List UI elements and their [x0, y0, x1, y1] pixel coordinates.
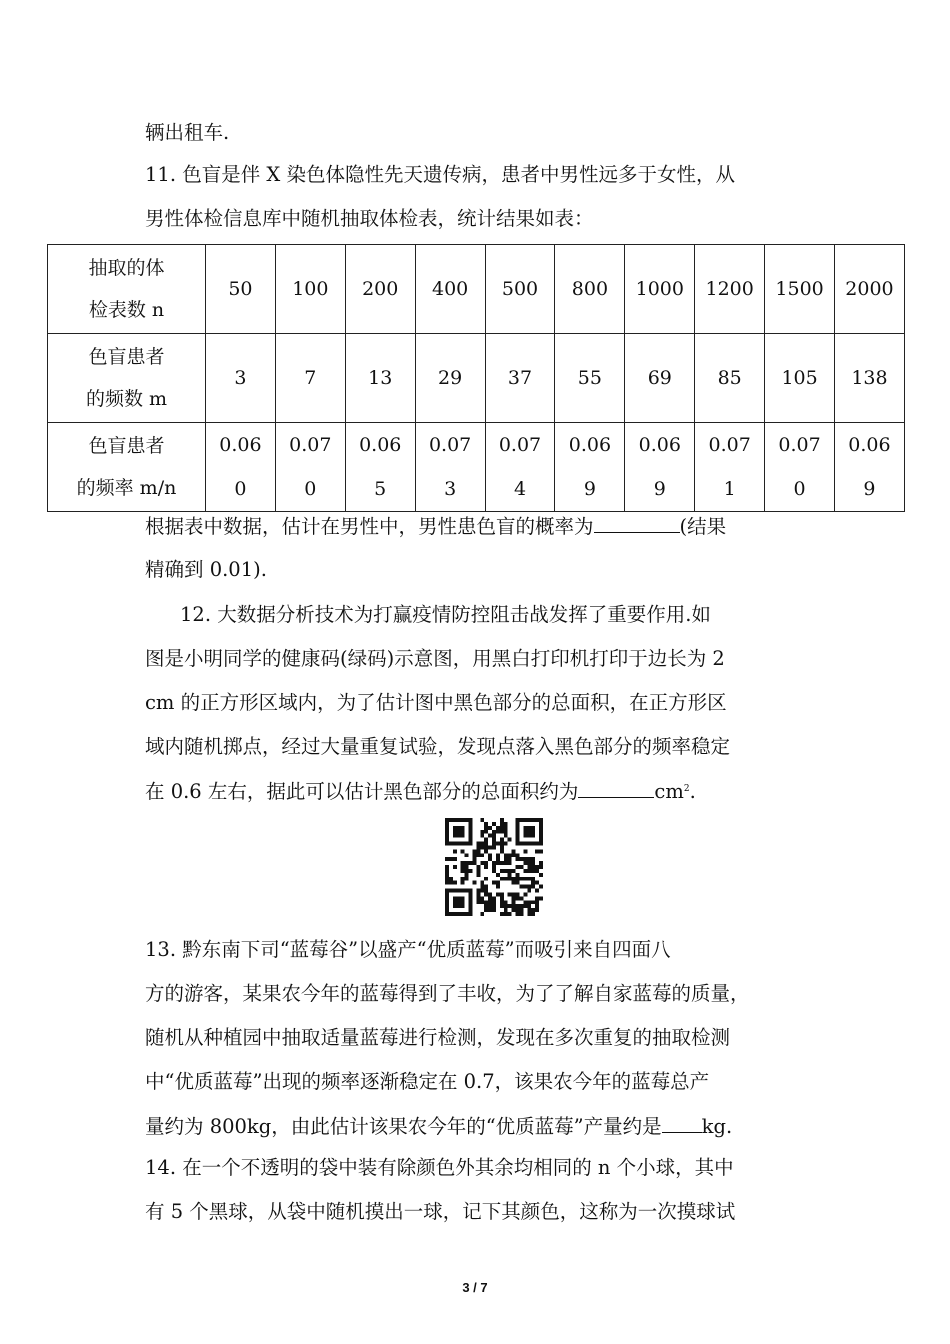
- table-cell: [206, 423, 276, 512]
- question-12-line: 在 0.6 左右，据此可以估计黑色部分的总面积约为 $cm^2$.: [145, 777, 805, 806]
- table-cell: [345, 334, 415, 423]
- question-12-line: 图是小明同学的健康码(绿码)示意图，用黑白打印机打印于边长为 2: [145, 647, 725, 670]
- table-cell: [415, 423, 485, 512]
- table-cell: [485, 245, 555, 334]
- question-13-line: 随机从种植园中抽取适量蓝莓进行检测，发现在多次重复的抽取检测: [145, 1026, 731, 1049]
- row-header-line: 检表数 n: [88, 299, 165, 321]
- row-header-line: 色盲患者: [88, 435, 165, 457]
- cell-value-wrap: 9: [583, 478, 596, 500]
- cell-value: 55: [577, 367, 602, 389]
- row-header: [48, 423, 206, 512]
- table-cell: [555, 334, 625, 423]
- answer-blank: [578, 777, 654, 798]
- cell-value-wrap: 1: [723, 478, 736, 500]
- cell-value-wrap: 4: [513, 478, 527, 500]
- table-cell: [555, 423, 625, 512]
- table-cell: [835, 423, 905, 512]
- question-13-line: 中“优质蓝莓”出现的频率逐渐稳定在 0.7，该果农今年的蓝莓总产: [145, 1070, 710, 1093]
- table-cell: [695, 334, 765, 423]
- table-cell: [625, 334, 695, 423]
- table-cell: [695, 423, 765, 512]
- cell-value: 37: [507, 367, 533, 389]
- cell-value-wrap: 3: [444, 478, 457, 500]
- text-line: 辆出租车.: [145, 121, 230, 144]
- cell-value-wrap: 9: [863, 478, 876, 500]
- question-11-line: 精确到 0.01).: [145, 558, 267, 581]
- table-cell: [206, 245, 276, 334]
- cell-value: 7: [304, 367, 317, 389]
- cell-value: 13: [368, 367, 393, 389]
- cell-value: 2000: [845, 278, 894, 300]
- question-13-line: 方的游客，某果农今年的蓝莓得到了丰收，为了了解自家蓝莓的质量，: [145, 982, 750, 1005]
- row-header-line: 抽取的体: [88, 257, 165, 279]
- cell-value: 0.07: [498, 434, 542, 456]
- cell-value-wrap: 0: [304, 478, 317, 500]
- cell-value: 1200: [705, 278, 754, 300]
- table-cell: [275, 334, 345, 423]
- table-cell: [695, 245, 765, 334]
- cell-value: 0.07: [708, 434, 751, 456]
- table-row: [48, 245, 905, 334]
- cell-value: 0.06: [359, 434, 402, 456]
- table-cell: [835, 245, 905, 334]
- question-11-line: 男性体检信息库中随机抽取体检表，统计结果如表：: [145, 207, 594, 230]
- cell-value: 0.06: [219, 434, 262, 456]
- table-cell: [345, 245, 415, 334]
- row-header-line: 色盲患者: [88, 346, 165, 368]
- cell-value: 400: [431, 278, 469, 300]
- cell-value: 29: [438, 367, 463, 389]
- table-cell: [275, 423, 345, 512]
- table-cell: [555, 245, 625, 334]
- answer-blank: [662, 1112, 702, 1133]
- stats-table: [47, 244, 905, 512]
- cell-value: 85: [717, 367, 742, 389]
- table-cell: [485, 423, 555, 512]
- table-cell: [625, 245, 695, 334]
- cell-value: 105: [781, 367, 818, 389]
- row-header-line: 的频率 m/n: [76, 477, 177, 499]
- cell-value: 0.07: [289, 434, 332, 456]
- row-header: [48, 334, 206, 423]
- row-header-line: 的频数 m: [85, 388, 168, 410]
- cell-value-wrap: 9: [653, 478, 666, 500]
- cell-value-wrap: 5: [374, 478, 387, 500]
- question-13-line: 13. 黔东南下司“蓝莓谷”以盛产“优质蓝莓”而吸引来自四面八: [145, 938, 671, 961]
- table-cell: [345, 423, 415, 512]
- table-cell: [415, 334, 485, 423]
- table-cell: [765, 334, 835, 423]
- cell-value: 100: [292, 278, 329, 300]
- qr-code-image: [445, 818, 543, 916]
- cell-value: 0.06: [848, 434, 891, 456]
- cell-value-wrap: 0: [234, 478, 247, 500]
- cell-value: 1500: [775, 278, 824, 300]
- table-cell: [765, 423, 835, 512]
- page-number: 3 / 7: [462, 1280, 488, 1295]
- table-cell: [275, 245, 345, 334]
- cell-value-wrap: 0: [793, 478, 806, 500]
- table-row: [48, 423, 905, 512]
- table-cell: [835, 334, 905, 423]
- cell-value: 200: [362, 278, 399, 300]
- question-12-line: cm 的正方形区域内，为了估计图中黑色部分的总面积，在正方形区: [145, 691, 727, 714]
- table-cell: [625, 423, 695, 512]
- table-cell: [485, 334, 555, 423]
- cell-value: 0.06: [638, 434, 681, 456]
- table-row: [48, 334, 905, 423]
- answer-blank: [594, 512, 680, 533]
- cell-value: 138: [851, 367, 888, 389]
- cell-value: 0.07: [778, 434, 821, 456]
- table-cell: [415, 245, 485, 334]
- cell-value: 3: [234, 367, 247, 389]
- cell-value: 1000: [635, 278, 684, 300]
- cell-value: 0.07: [428, 434, 472, 456]
- question-12-line: 域内随机掷点，经过大量重复试验，发现点落入黑色部分的频率稳定: [145, 735, 731, 758]
- table-cell: [206, 334, 276, 423]
- table-cell: [765, 245, 835, 334]
- cell-value: 50: [228, 278, 253, 300]
- question-13-line: 量约为 800kg，由此估计该果农今年的“优质蓝莓”产量约是 kg.: [145, 1112, 805, 1141]
- cell-value: 0.06: [568, 434, 612, 456]
- question-11-line: 11. 色盲是伴 X 染色体隐性先天遗传病，患者中男性远多于女性，从: [145, 163, 735, 186]
- question-14-line: 14. 在一个不透明的袋中装有除颜色外其余均相同的 n 个小球，其中: [145, 1156, 734, 1179]
- question-14-line: 有 5 个黑球，从袋中随机摸出一球，记下其颜色，这称为一次摸球试: [145, 1200, 736, 1223]
- cell-value: 500: [501, 278, 539, 300]
- question-11-line: 根据表中数据，估计在男性中，男性患色盲的概率为 (结果: [145, 512, 805, 541]
- cell-value: 69: [647, 367, 672, 389]
- row-header: [48, 245, 206, 334]
- question-12-line: 12. 大数据分析技术为打赢疫情防控阻击战发挥了重要作用.如: [180, 603, 711, 626]
- cell-value: 800: [571, 278, 609, 300]
